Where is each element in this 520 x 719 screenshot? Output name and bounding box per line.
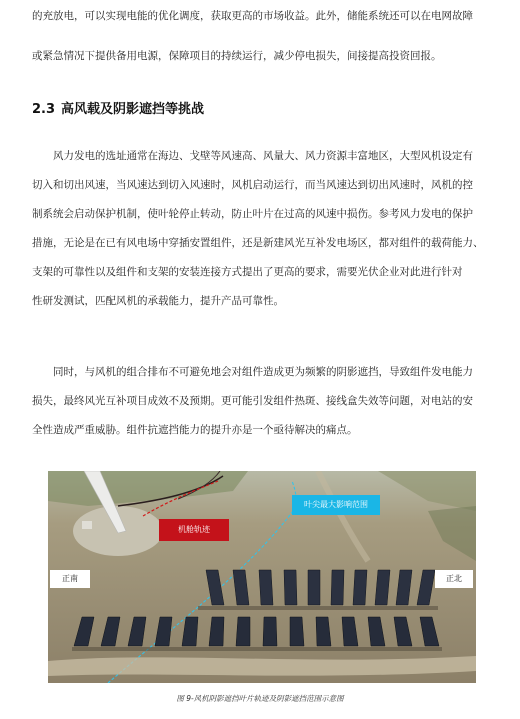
- dirt-road: [48, 656, 476, 676]
- text-line: 或紧急情况下提供备用电源，保障项目的持续运行，减少停电损失，间接提高投资回报。: [32, 50, 442, 62]
- direction-south-label: 正南: [50, 570, 90, 588]
- figure-aerial-photo: [48, 471, 476, 683]
- text-line: 损失，最终风光互补项目成效不及预期。更可能引发组件热斑、接线盒失效等问题，对电站的安: [32, 395, 473, 407]
- text-line: 同时，与风机的组合排布不可避免地会对组件造成更为频繁的阴影遮挡，导致组件发电能力: [53, 366, 473, 378]
- text-line: 支架的可靠性以及组件和支架的安装连接方式提出了更高的要求，需要光伏企业对此进行针对: [32, 266, 463, 278]
- section-heading: [32, 98, 204, 117]
- figure-caption: 图 9-风机阴影遮挡叶片轨迹及阴影遮挡范围示意图: [176, 694, 344, 703]
- control-box: [82, 521, 92, 529]
- blade-tip-range-label: 叶尖最大影响范围: [292, 495, 380, 515]
- text-line: 切入和切出风速，当风速达到切入风速时，风机启动运行，而当风速达到切出风速时，风机的控: [32, 179, 473, 191]
- text-line: 制系统会启动保护机制，使叶轮停止转动，防止叶片在过高的风速中损伤。参考风力发电的保护: [32, 208, 473, 220]
- nacelle-track-label: 机舱轨迹: [159, 519, 229, 541]
- text-line: 的充放电，可以实现电能的优化调度，获取更高的市场收益。此外，储能系统还可以在电网故障: [32, 10, 473, 22]
- aerial-photo-illustration: [48, 471, 476, 683]
- text-line: 风力发电的选址通常在海边、戈壁等风速高、风量大、风力资源丰富地区，大型风机设定有: [53, 150, 473, 162]
- text-line: 性研发测试，匹配风机的承载能力，提升产品可靠性。: [32, 295, 284, 307]
- text-line: 措施，无论是在已有风电场中穿插安置组件，还是新建风光互补发电场区，都对组件的载荷能力、: [32, 237, 484, 249]
- section-number: 2.3: [32, 102, 56, 117]
- section-title: 高风载及阴影遮挡等挑战: [61, 102, 205, 117]
- direction-north-label: 正北: [435, 570, 473, 588]
- text-line: 全性造成严重威胁。组件抗遮挡能力的提升亦是一个亟待解决的痛点。: [32, 424, 358, 436]
